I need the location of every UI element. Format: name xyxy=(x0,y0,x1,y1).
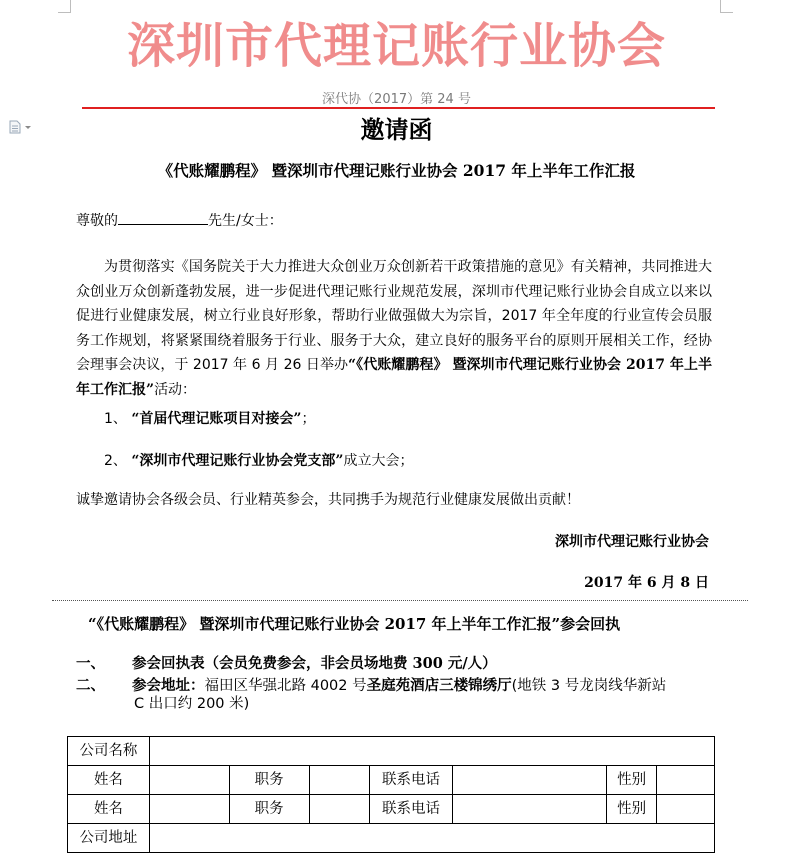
address-text: 福田区华强北路 4002 号 xyxy=(204,678,367,694)
cut-line-divider xyxy=(52,600,748,601)
agenda-item-number: 1、 xyxy=(104,411,127,427)
name-field[interactable] xyxy=(149,766,229,795)
body-end: 活动： xyxy=(154,381,197,398)
agenda-item xyxy=(104,408,315,430)
signature-date: 2017 年 6 月 8 日 xyxy=(584,575,709,591)
table-row xyxy=(68,766,715,795)
salutation-prefix: 尊敬的 xyxy=(76,213,118,229)
body-text: 为贯彻落实《国务院关于大力推进大众创业万众创新若干政策措施的意见》有关精神，共同推进大众创业万众创新蓬勃发展，进一步促进代理记账行业规范发展，深圳市代理记账行业协会自成立以来以促进行业健康发展，树立行业良好形象，帮助行业做强做大为宗旨，2017 年全年度的行业宣传会员服务工作规划，将紧紧围绕着服务于行业、服务于大众，建立良好的服务平台的原则开展相关工作，经协会理事会决议，于 2017 年 6 月 26 日举办 xyxy=(76,259,712,373)
body-event-name: “《代账耀鹏程》 暨深圳市代理记账行业协会 2017 年上半年工作汇报” xyxy=(76,357,712,398)
name-field[interactable] xyxy=(149,795,229,824)
reply-item-number: 二、 xyxy=(76,678,105,694)
gender-label: 性别 xyxy=(607,766,657,795)
letter-subheading: 《代账耀鹏程》 暨深圳市代理记账行业协会 2017 年上半年工作汇报 xyxy=(157,161,636,180)
name-label: 姓名 xyxy=(68,795,150,824)
document-number: 深代协（2017）第 24 号 xyxy=(322,92,471,107)
name-blank xyxy=(118,210,208,225)
address-venue: 圣庭苑酒店三楼锦绣厅 xyxy=(366,677,512,694)
agenda-item xyxy=(104,450,413,472)
company-name-field[interactable] xyxy=(149,737,714,766)
position-field[interactable] xyxy=(309,795,369,824)
table-row xyxy=(68,737,715,766)
address-metro: (地铁 3 号龙岗线华新站 xyxy=(511,678,667,694)
company-address-field[interactable] xyxy=(149,824,714,853)
company-name-label: 公司名称 xyxy=(68,737,150,766)
phone-field[interactable] xyxy=(453,795,607,824)
agenda-item-title: “首届代理记账项目对接会” xyxy=(131,411,302,427)
red-divider xyxy=(82,107,715,109)
margin-corner-mark-right xyxy=(720,0,733,13)
agenda-item-rest: ； xyxy=(301,411,316,427)
agenda-item-title: “深圳市代理记账行业协会党支部” xyxy=(131,453,344,469)
position-field[interactable] xyxy=(309,766,369,795)
name-label: 姓名 xyxy=(68,766,150,795)
letter-heading: 邀请函 xyxy=(360,115,433,144)
reply-item-number: 一、 xyxy=(76,656,105,672)
reply-item-text: 参会回执表（会员免费参会，非会员场地费 300 元/人） xyxy=(132,655,497,672)
org-title: 深圳市代理记账行业协会 xyxy=(126,18,666,74)
margin-corner-mark-left xyxy=(58,0,71,13)
signature-organization: 深圳市代理记账行业协会 xyxy=(555,534,709,550)
gender-label: 性别 xyxy=(607,795,657,824)
table-row xyxy=(68,824,715,853)
agenda-item-rest: 成立大会； xyxy=(343,453,414,469)
address-continuation: C 出口约 200 米) xyxy=(134,696,250,712)
reply-form-title: “《代账耀鹏程》 暨深圳市代理记账行业协会 2017 年上半年工作汇报”参会回执 xyxy=(88,615,621,633)
phone-field[interactable] xyxy=(453,766,607,795)
table-row xyxy=(68,795,715,824)
salutation xyxy=(76,210,283,232)
gender-field[interactable] xyxy=(657,795,715,824)
address-label: 参会地址： xyxy=(132,677,205,694)
position-label: 职务 xyxy=(229,795,309,824)
gender-field[interactable] xyxy=(657,766,715,795)
phone-label: 联系电话 xyxy=(369,766,453,795)
agenda-item-number: 2、 xyxy=(104,453,127,469)
reply-form-table xyxy=(67,736,715,853)
salutation-suffix: 先生/女士： xyxy=(208,213,283,229)
reply-item-fee xyxy=(76,653,497,675)
phone-label: 联系电话 xyxy=(369,795,453,824)
position-label: 职务 xyxy=(229,766,309,795)
body-paragraph xyxy=(76,255,712,402)
company-address-label: 公司地址 xyxy=(68,824,150,853)
closing-sentence: 诚挚邀请协会各级会员、行业精英参会，共同携手为规范行业健康发展做出贡献！ xyxy=(76,492,580,508)
